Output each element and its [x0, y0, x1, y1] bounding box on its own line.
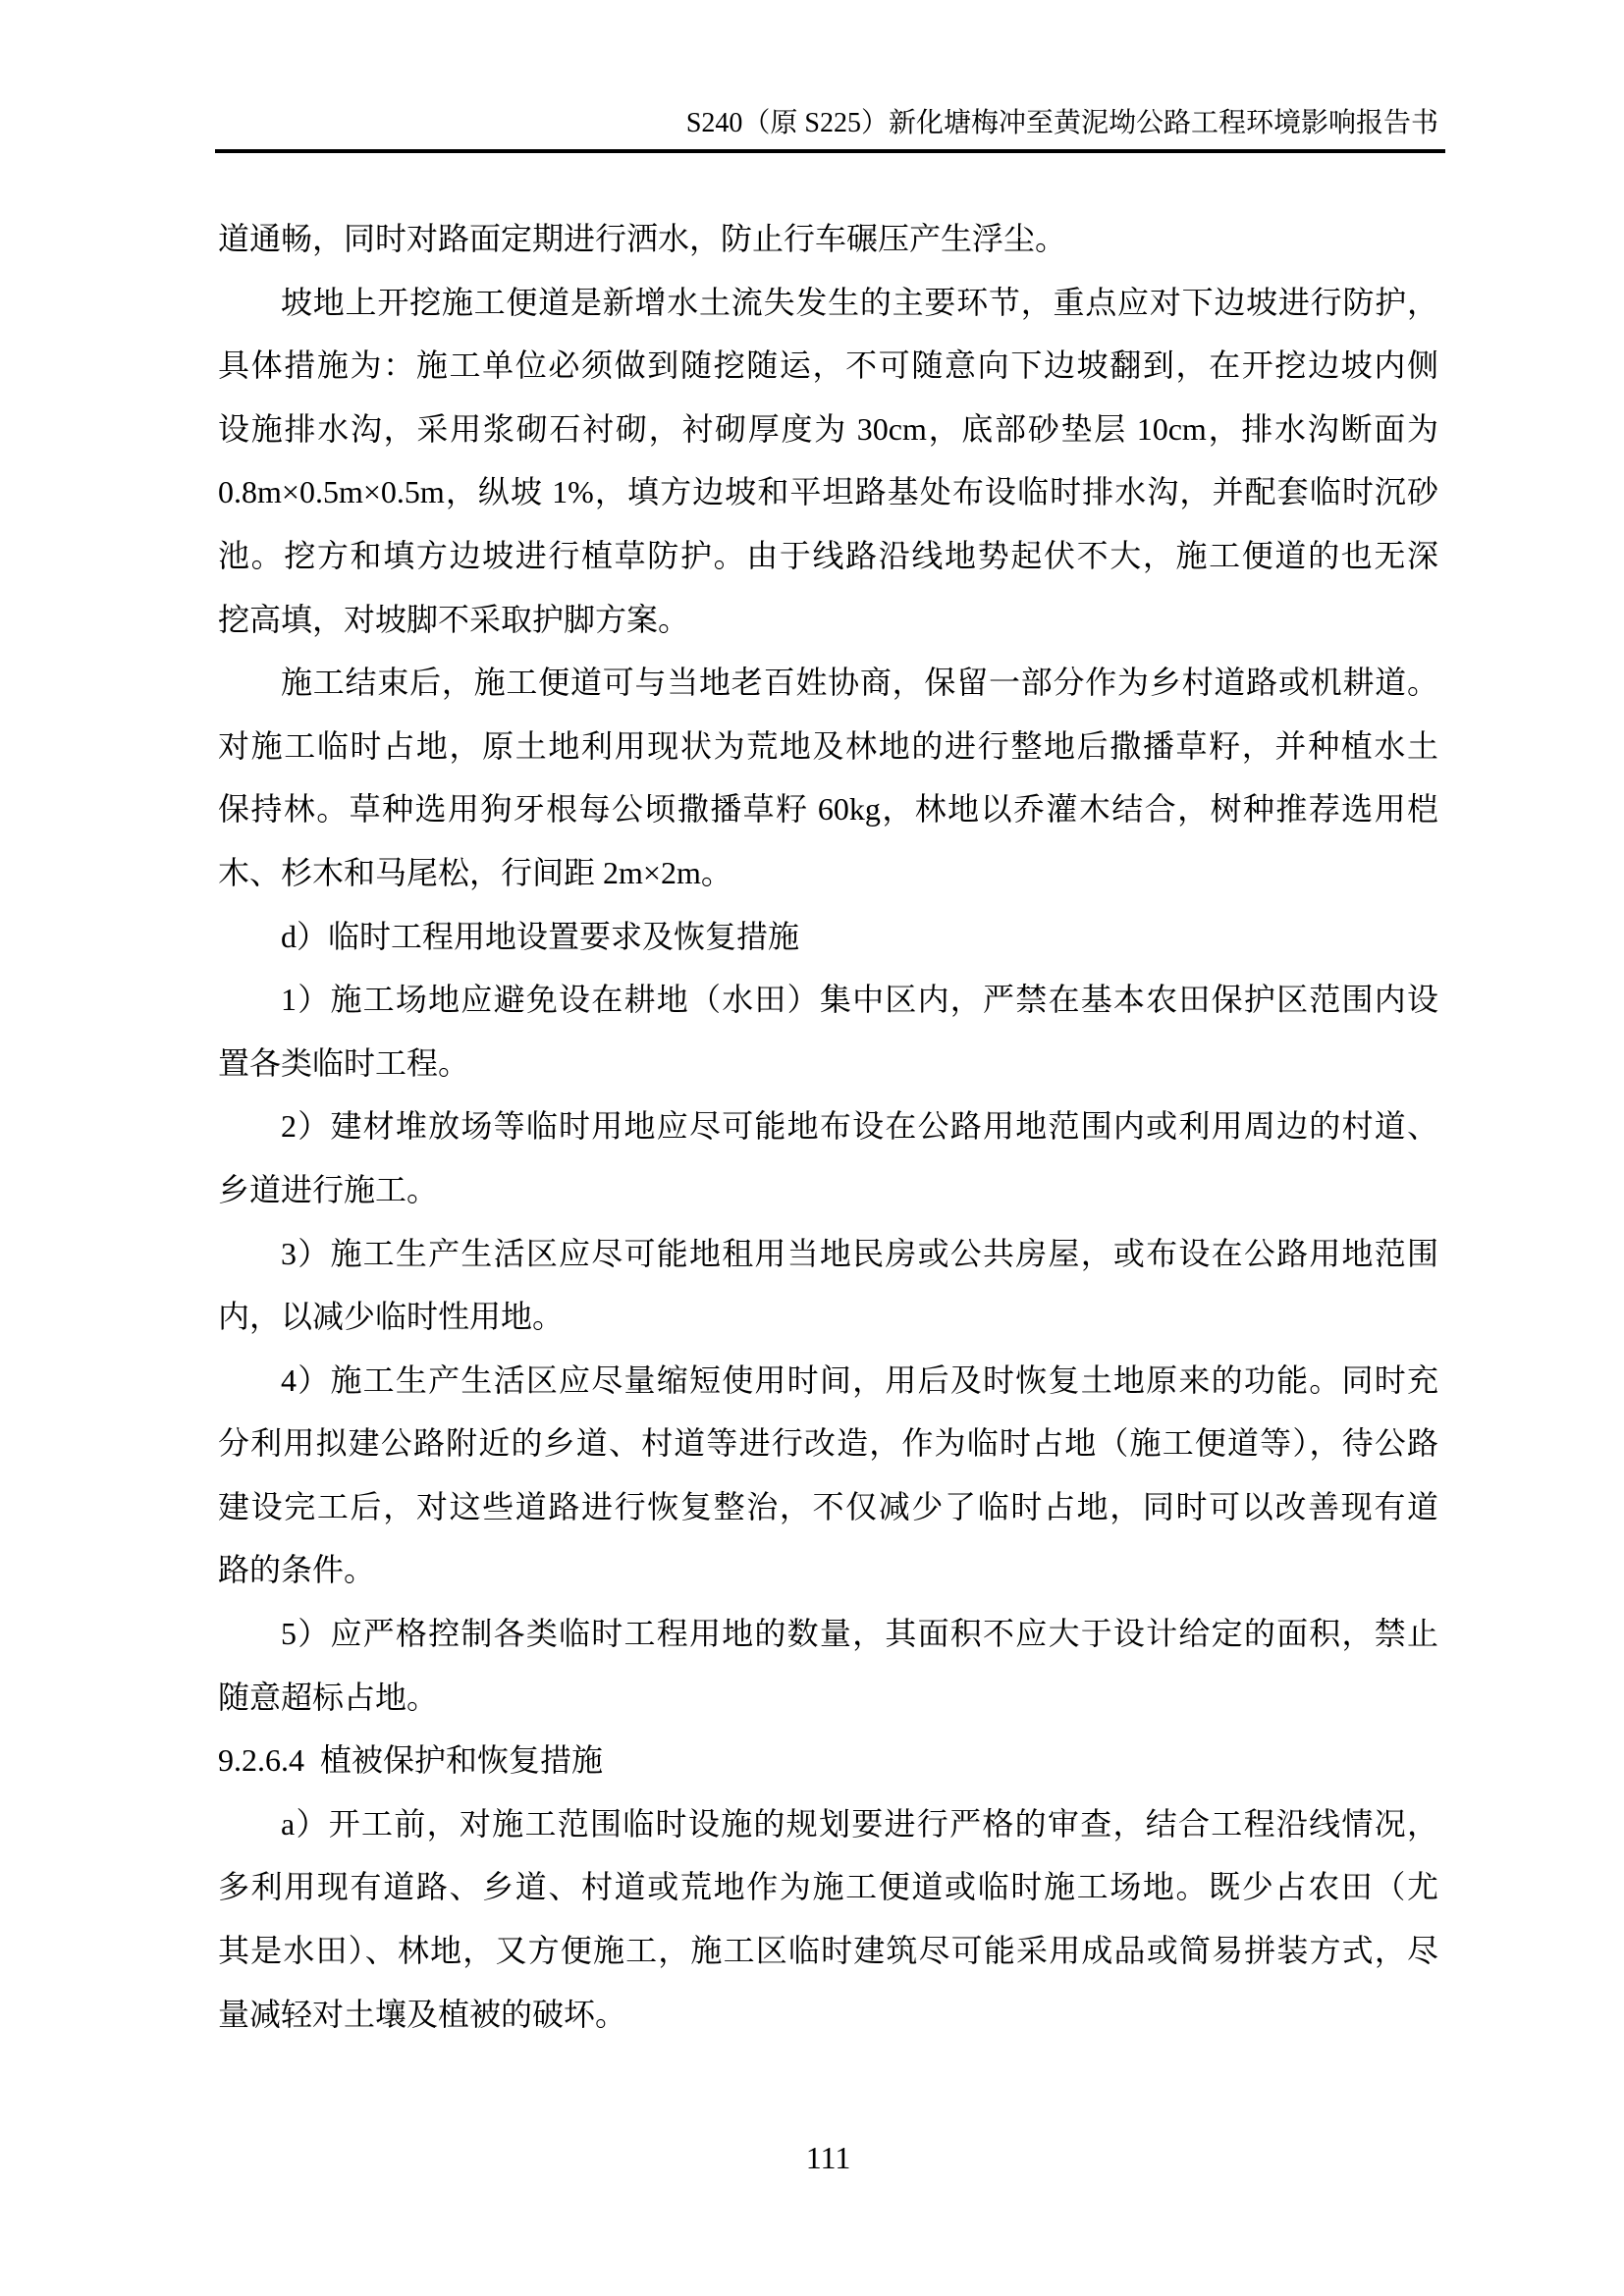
text-line: 挖高填，对坡脚不采取护脚方案。 — [218, 601, 690, 637]
text-line: 内，以减少临时性用地。 — [218, 1299, 565, 1335]
text-line: 对施工临时占地，原土地利用现状为荒地及林地的进行整地后撒播草籽，并种植水土 — [218, 727, 1438, 764]
body-text — [218, 207, 1438, 2046]
text-line: 设施排水沟，采用浆砌石衬砌，衬砌厚度为 30cm，底部砂垫层 10cm，排水沟断面为 — [218, 410, 1438, 447]
section-heading: 9.2.6.4 植被保护和恢复措施 — [218, 1742, 604, 1779]
text-line: 0.8m×0.5m×0.5m，纵坡 1%，填方边坡和平坦路基处布设临时排水沟，并配套临时沉砂 — [218, 474, 1438, 510]
text-line: 分利用拟建公路附近的乡道、村道等进行改造，作为临时占地（施工便道等），待公路 — [218, 1425, 1438, 1462]
text-line: 乡道进行施工。 — [218, 1171, 439, 1207]
text-line: 具体措施为：施工单位必须做到随挖随运，不可随意向下边坡翻到，在开挖边坡内侧 — [218, 347, 1438, 384]
text-line: 3）施工生产生活区应尽可能地租用当地民房或公共房屋，或布设在公路用地范围 — [281, 1235, 1438, 1271]
text-line: 池。挖方和填方边坡进行植草防护。由于线路沿线地势起伏不大，施工便道的也无深 — [218, 537, 1438, 573]
text-line: 4）施工生产生活区应尽量缩短使用时间，用后及时恢复土地原来的功能。同时充 — [281, 1362, 1438, 1398]
text-line: 随意超标占地。 — [218, 1679, 439, 1715]
text-line: d）临时工程用地设置要求及恢复措施 — [281, 918, 800, 954]
text-line: 保持林。草种选用狗牙根每公顷撒播草籽 60kg，林地以乔灌木结合，树种推荐选用桤 — [218, 791, 1438, 828]
text-line: 其是水田）、林地，又方便施工，施工区临时建筑尽可能采用成品或简易拼装方式，尽 — [218, 1933, 1438, 1969]
text-line: 多利用现有道路、乡道、村道或荒地作为施工便道或临时施工场地。既少占农田（尤 — [218, 1869, 1438, 1905]
text-line: 1）施工场地应避免设在耕地（水田）集中区内，严禁在基本农田保护区范围内设 — [281, 982, 1438, 1018]
text-line: 木、杉木和马尾松，行间距 2m×2m。 — [218, 854, 732, 890]
text-line: 道通畅，同时对路面定期进行洒水，防止行车碾压产生浮尘。 — [218, 221, 1067, 256]
text-line: 5）应严格控制各类临时工程用地的数量，其面积不应大于设计给定的面积，禁止 — [281, 1616, 1438, 1652]
text-line: 施工结束后，施工便道可与当地老百姓协商，保留一部分作为乡村道路或机耕道。 — [281, 665, 1438, 701]
page-header-title: S240（原 S225）新化塘梅冲至黄泥坳公路工程环境影响报告书 — [685, 108, 1438, 138]
text-line: 坡地上开挖施工便道是新增水土流失发生的主要环节，重点应对下边坡进行防护， — [281, 284, 1438, 320]
text-line: 置各类临时工程。 — [218, 1044, 470, 1081]
text-line: 2）建材堆放场等临时用地应尽可能地布设在公路用地范围内或利用周边的村道、 — [281, 1108, 1438, 1145]
header-rule — [215, 149, 1445, 153]
text-line: 路的条件。 — [218, 1552, 376, 1588]
page-number: 111 — [805, 2140, 851, 2175]
text-line: a）开工前，对施工范围临时设施的规划要进行严格的审查，结合工程沿线情况， — [281, 1805, 1438, 1842]
text-line: 建设完工后，对这些道路进行恢复整治，不仅减少了临时占地，同时可以改善现有道 — [218, 1488, 1438, 1524]
text-line: 量减轻对土壤及植被的破坏。 — [218, 1996, 627, 2032]
